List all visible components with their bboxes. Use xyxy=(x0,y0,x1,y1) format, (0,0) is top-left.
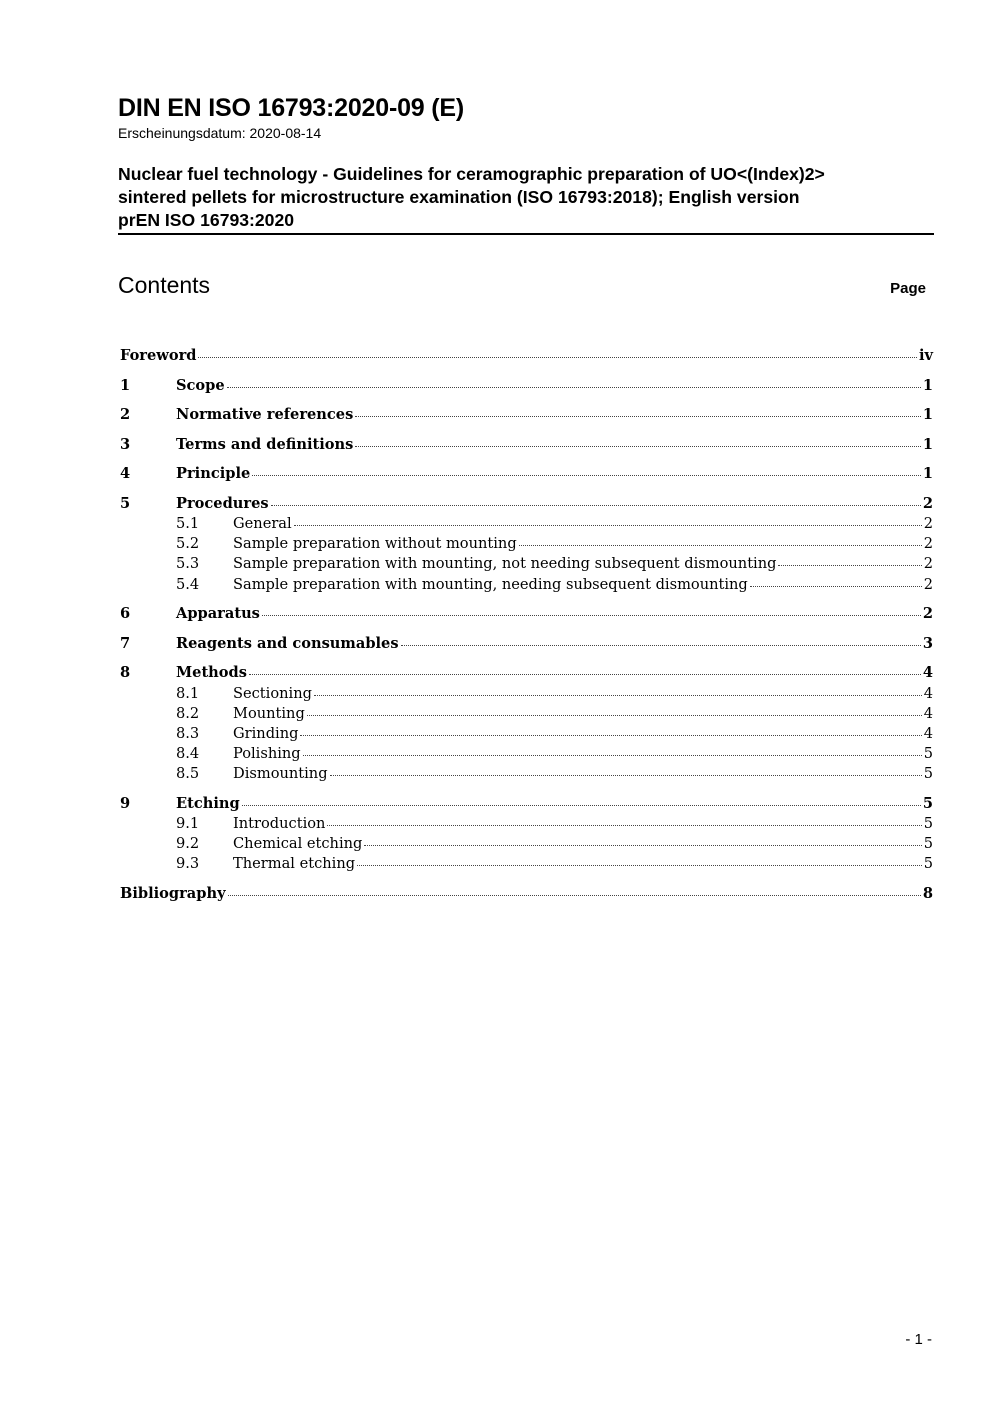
toc-entry[interactable] xyxy=(120,634,933,654)
toc-subentry[interactable] xyxy=(120,724,933,744)
toc-entry-title: Foreword xyxy=(120,347,197,364)
toc-entry-page: 1 xyxy=(922,465,933,483)
toc-entry-number: 9.3 xyxy=(176,855,200,873)
toc-entry[interactable] xyxy=(120,346,933,366)
contents-heading: Contents xyxy=(118,272,211,298)
toc-entry-number: 9 xyxy=(120,794,131,812)
toc-entry-page: 8 xyxy=(922,885,933,903)
toc-entry-page: 2 xyxy=(923,515,933,533)
dot-leader xyxy=(294,525,922,526)
toc-entry-number: 5 xyxy=(120,494,131,512)
toc-entry-page: 2 xyxy=(922,605,933,623)
toc-entry-page: 5 xyxy=(923,765,933,783)
toc-subentry[interactable] xyxy=(120,814,933,834)
title-line: prEN ISO 16793:2020 xyxy=(118,210,295,230)
toc-entry[interactable] xyxy=(120,604,933,624)
toc-entry-number: 4 xyxy=(120,465,131,483)
dot-leader xyxy=(252,475,921,476)
toc-entry-number: 5.3 xyxy=(176,555,200,573)
toc-entry-title: Principle xyxy=(176,465,251,483)
toc-entry-number: 8.4 xyxy=(176,745,200,763)
page-column-label: Page xyxy=(890,280,926,297)
toc-entry-number: 3 xyxy=(120,435,131,453)
dot-leader xyxy=(330,775,922,776)
toc-entry[interactable] xyxy=(120,464,933,484)
toc-subentry[interactable] xyxy=(120,575,933,595)
toc-entry-page: 1 xyxy=(922,435,933,453)
toc-entry-title: Sectioning xyxy=(233,684,312,702)
dot-leader xyxy=(307,715,922,716)
toc-subentry[interactable] xyxy=(120,684,933,704)
dot-leader xyxy=(271,505,921,506)
toc-subentry[interactable] xyxy=(120,534,933,554)
toc-entry-title: Terms and definitions xyxy=(176,435,354,453)
toc-entry-title: Polishing xyxy=(233,745,301,763)
toc-entry-title: Methods xyxy=(176,664,247,682)
dot-leader xyxy=(228,895,921,896)
toc-entry-page: 3 xyxy=(922,634,933,652)
toc-entry-number: 8.1 xyxy=(176,684,200,702)
toc-entry[interactable] xyxy=(120,435,933,455)
dot-leader xyxy=(227,387,921,388)
dot-leader xyxy=(401,645,921,646)
dot-leader xyxy=(357,865,922,866)
toc-entry-title: Mounting xyxy=(233,704,305,722)
toc-entry-number: 9.2 xyxy=(176,835,200,853)
toc-entry-title: General xyxy=(233,515,292,533)
publication-date: Erscheinungsdatum: 2020-08-14 xyxy=(118,125,322,141)
dot-leader xyxy=(327,825,921,826)
toc-entry[interactable] xyxy=(120,494,933,514)
toc-entry-page: 5 xyxy=(922,794,933,812)
toc-entry[interactable] xyxy=(120,376,933,396)
toc-entry-title: Bibliography xyxy=(120,885,226,903)
toc-entry-title: Grinding xyxy=(233,724,299,742)
toc-entry-page: 1 xyxy=(922,406,933,424)
toc-entry-number: 2 xyxy=(120,406,131,424)
footer-page-number: - 1 - xyxy=(905,1331,932,1348)
toc-entry-title: Chemical etching xyxy=(233,835,363,853)
toc-entry-title: Sample preparation without mounting xyxy=(233,535,517,553)
dot-leader xyxy=(364,845,921,846)
toc-entry-number: 5.1 xyxy=(176,515,200,533)
toc-entry-title: Scope xyxy=(176,376,225,394)
table-of-contents xyxy=(120,346,933,904)
toc-entry-page: 4 xyxy=(923,724,933,742)
toc-entry[interactable] xyxy=(120,794,933,814)
toc-subentry[interactable] xyxy=(120,744,933,764)
toc-entry-page: 4 xyxy=(923,684,933,702)
document-id: DIN EN ISO 16793:2020-09 (E) xyxy=(118,94,464,122)
toc-entry-number: 8.3 xyxy=(176,724,200,742)
toc-subentry[interactable] xyxy=(120,514,933,534)
toc-entry-page: 1 xyxy=(922,376,933,394)
dot-leader xyxy=(242,805,921,806)
toc-entry-title: Thermal etching xyxy=(233,855,356,873)
dot-leader xyxy=(198,357,917,358)
dot-leader xyxy=(355,446,920,447)
title-divider xyxy=(118,233,934,235)
dot-leader xyxy=(314,695,922,696)
toc-entry[interactable] xyxy=(120,884,933,904)
toc-entry-number: 1 xyxy=(120,376,131,394)
toc-entry-page: 4 xyxy=(922,664,933,682)
toc-entry-title: Normative references xyxy=(176,406,354,424)
dot-leader xyxy=(300,735,921,736)
toc-entry-page: 2 xyxy=(923,555,933,573)
title-line: Nuclear fuel technology - Guidelines for ceramographic preparation of UO<(Index)2> xyxy=(118,164,825,184)
toc-entry-page: 5 xyxy=(923,745,933,763)
toc-entry[interactable] xyxy=(120,405,933,425)
toc-entry-number: 6 xyxy=(120,605,131,623)
toc-entry-page: 5 xyxy=(923,855,933,873)
toc-entry-title: Dismounting xyxy=(233,765,328,783)
dot-leader xyxy=(303,755,922,756)
title-line: sintered pellets for microstructure examination (ISO 16793:2018); English version xyxy=(118,187,800,207)
toc-entry-number: 8.5 xyxy=(176,765,200,783)
toc-subentry[interactable] xyxy=(120,854,933,874)
toc-entry-page: 2 xyxy=(923,575,933,593)
toc-entry-number: 9.1 xyxy=(176,815,200,833)
toc-entry-page: 2 xyxy=(923,535,933,553)
toc-entry-number: 5.4 xyxy=(176,575,200,593)
dot-leader xyxy=(249,674,921,675)
dot-leader xyxy=(750,586,922,587)
toc-entry-title: Reagents and consumables xyxy=(176,634,399,652)
toc-entry-title: Etching xyxy=(176,794,240,812)
toc-entry-page: 5 xyxy=(923,815,933,833)
toc-subentry[interactable] xyxy=(120,764,933,784)
toc-entry-page: 2 xyxy=(922,494,933,512)
toc-entry-page: 4 xyxy=(923,704,933,722)
toc-entry-title: Procedures xyxy=(176,494,269,512)
toc-entry-number: 7 xyxy=(120,634,131,652)
dot-leader xyxy=(778,565,921,566)
dot-leader xyxy=(519,545,922,546)
toc-entry-page: 5 xyxy=(923,835,933,853)
toc-subentry[interactable] xyxy=(120,704,933,724)
toc-subentry[interactable] xyxy=(120,834,933,854)
toc-entry-title: Sample preparation with mounting, not needing subsequent dismounting xyxy=(233,555,777,573)
toc-entry-title: Sample preparation with mounting, needing subsequent dismounting xyxy=(233,575,748,593)
dot-leader xyxy=(262,615,921,616)
document-title xyxy=(118,163,934,232)
toc-subentry[interactable] xyxy=(120,554,933,574)
toc-entry-number: 8 xyxy=(120,664,131,682)
toc-entry-number: 5.2 xyxy=(176,535,200,553)
toc-entry[interactable] xyxy=(120,663,933,683)
toc-entry-title: Introduction xyxy=(233,815,326,833)
toc-entry-page: iv xyxy=(918,347,933,364)
dot-leader xyxy=(355,416,921,417)
toc-entry-number: 8.2 xyxy=(176,704,200,722)
toc-entry-title: Apparatus xyxy=(176,605,260,623)
